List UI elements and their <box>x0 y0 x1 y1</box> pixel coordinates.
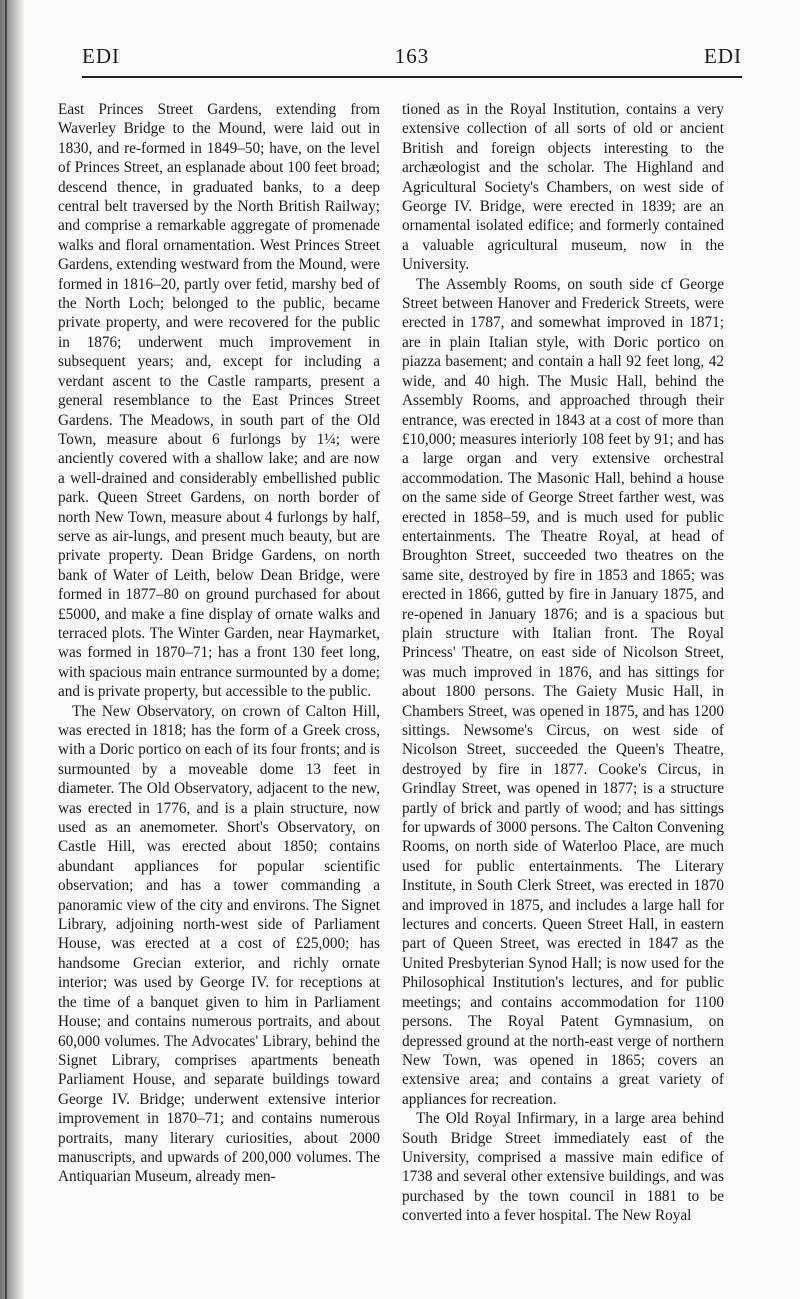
paragraph: East Princes Street Gardens, extending from Waverley Bridge to the Mound, were laid out in 1830, and re-formed in 1849–50; have, on the level of Princes Street, an esplanade about 100 feet broad; descend thence, in graduated banks, to a deep central belt traversed by the North British Railway; and comprise a remarkable aggregate of promenade walks and floral ornamentation. West Princes Street Gardens, extending westward from the Mound, were formed in 1816–20, partly over fetid, marshy bed of the North Loch; belonged to the public, became private property, and were recovered for the public in 1876; underwent much improvement in subsequent years; and, except for including a verdant ascent to the Castle ramparts, present a general resemblance to the East Princes Street Gardens. The Meadows, in south part of the Old Town, measure about 6 furlongs by 1¼; were anciently covered with a shallow lake; and are now a well-drained and considerably embellished public park. Queen Street Gardens, on north border of north New Town, measure about 4 furlongs by half, serve as air-lungs, and present much beauty, but are private property. Dean Bridge Gardens, on north bank of Water of Leith, below Dean Bridge, were formed in 1877–80 on ground purchased for about £5000, and make a fine display of ornate walks and terraced plots. The Winter Garden, near Haymarket, was formed in 1870–71; has a front 130 feet long, with spacious main entrance surmounted by a dome; and is private property, but accessible to the public. <box>58 101 380 701</box>
paragraph: The New Observatory, on crown of Calton Hill, was erected in 1818; has the form of a Greek cross, with a Doric portico on each of its four fronts; and is surmounted by a moveable dome 13 feet in diameter. The Old Observatory, adjacent to the new, was erected in 1776, and is a plain structure, now used as an anemometer. Short's Observatory, on Castle Hill, was erected about 1850; contains abundant appliances for popular scientific observation; and has a tower commanding a panoramic view of the city and environs. The Signet Library, adjoining north-west side of Parliament House, was erected at a cost of £25,000; has handsome Grecian exterior, and richly ornate interior; was used by George IV. for receptions at the time of a banquet given to him in Parliament House; and contains numerous portraits, and about 60,000 volumes. The Advocates' Library, behind the Signet Library, comprises apartments beneath Parliament House, and separate buildings toward George IV. Bridge; underwent extensive interior improvement in 1870–71; and contains numerous portraits, many literary curiosities, about 2000 manuscripts, and upwards of 200,000 volumes. The Antiquarian Museum, already men- <box>58 702 380 1186</box>
left-column <box>58 100 380 1187</box>
right-column <box>402 100 724 1226</box>
book-spine-shadow <box>0 0 24 1299</box>
paragraph: The Assembly Rooms, on south side cf George Street between Hanover and Frederick Streets, were erected in 1787, and somewhat improved in 1871; are in plain Italian style, with Doric portico on piazza basement; and contain a hall 92 feet long, 42 wide, and 40 high. The Music Hall, behind the Assembly Rooms, and approached through their entrance, was erected in 1843 at a cost of more than £10,000; measures interiorly 108 feet by 91; and has a large organ and very extensive orchestral accommodation. The Masonic Hall, behind a house on the same side of George Street farther west, was erected in 1858–59, and is much used for public entertainments. The Theatre Royal, at head of Broughton Street, succeeded two theatres on the same site, destroyed by fire in 1853 and 1865; was erected in 1866, gutted by fire in January 1875, and re-opened in January 1876; and is a spacious but plain structure with Italian front. The Royal Princess' Theatre, on east side of Nicolson Street, was much improved in 1876, and has sittings for about 1800 persons. The Gaiety Music Hall, in Chambers Street, was opened in 1875, and has 1200 sittings. Newsome's Circus, on west side of Nicolson Street, succeeded the Queen's Theatre, destroyed by fire in 1877. Cooke's Circus, in Grindlay Street, was opened in 1877; is a structure partly of brick and partly of wood; and has sittings for upwards of 3000 persons. The Calton Convening Rooms, on north side of Waterloo Place, are much used for public entertainments. The Literary Institute, in South Clerk Street, was erected in 1870 and improved in 1875, and includes a large hall for lectures and concerts. Queen Street Hall, in eastern part of Queen Street, was erected in 1847 as the United Presbyterian Synod Hall; is now used for the Philosophical Institution's lectures, and for public meetings; and contains accommodation for 1100 persons. The Royal Patent Gymnasium, on depressed ground at the north-east verge of northern New Town, was opened in 1865; covers an extensive area; and contains a great variety of appliances for recreation. <box>402 275 724 1108</box>
paragraph: The Old Royal Infirmary, in a large area behind South Bridge Street immediately east of the University, comprised a massive main edifice of 1738 and several other extensive buildings, and was purchased by the town council in 1881 to be converted into a fever hospital. The New Royal <box>402 1110 724 1225</box>
header-rule <box>82 76 742 78</box>
paragraph: tioned as in the Royal Institution, contains a very extensive collection of all sorts of old or ancient British and foreign objects interesting to the archæologist and the scholar. The Highland and Agricultural Society's Chambers, on west side of George IV. Bridge, were erected in 1839; are an ornamental isolated edifice; and formerly contained a valuable agricultural museum, now in the University. <box>402 101 724 274</box>
running-head-right: EDI <box>704 44 742 68</box>
running-head-left: EDI <box>82 44 120 68</box>
page-number: 163 <box>394 44 430 68</box>
running-head <box>82 44 742 78</box>
spine-edge-line <box>5 0 7 1299</box>
